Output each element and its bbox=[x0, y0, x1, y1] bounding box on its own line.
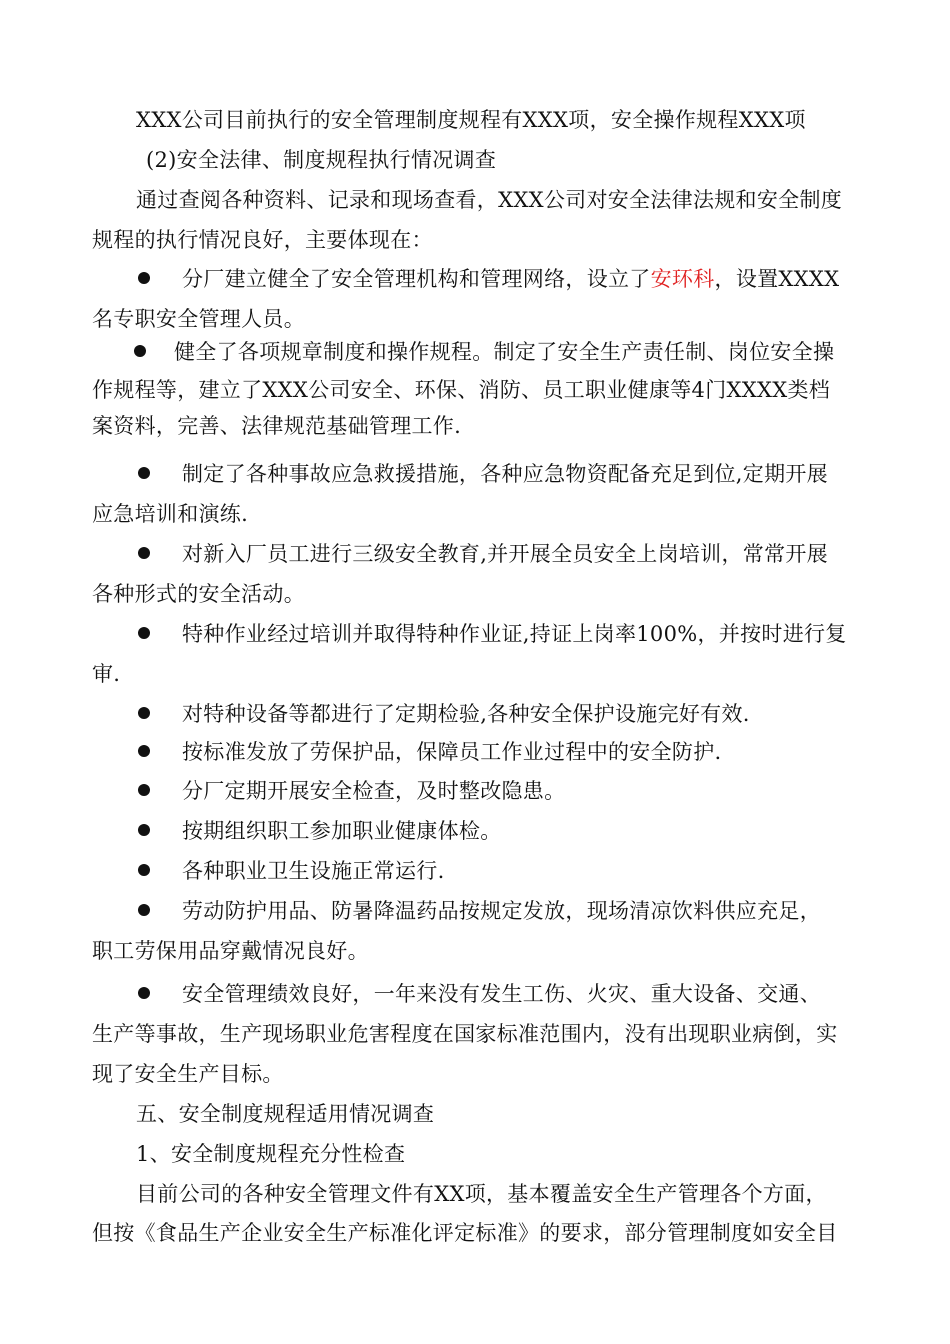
bullet-6-line-1: 对特种设备等都进行了定期检验,各种安全保护设施完好有效. bbox=[182, 702, 750, 726]
bullet-1-line-2: 名专职安全管理人员。 bbox=[92, 307, 305, 331]
bullet-4-line-1: 对新入厂员工进行三级安全教育,并开展全员安全上岗培训，常常开展 bbox=[182, 542, 828, 566]
bullet-icon bbox=[134, 345, 146, 357]
bullet-icon bbox=[138, 784, 150, 796]
section-heading-law-execution: (2)安全法律、制度规程执行情况调查 bbox=[146, 148, 497, 172]
bullet-2-line-3: 案资料，完善、法律规范基础管理工作. bbox=[92, 414, 462, 438]
bullet-11-line-2: 职工劳保用品穿戴情况良好。 bbox=[92, 939, 369, 963]
bullet-12-line-1: 安全管理绩效良好，一年来没有发生工伤、火灾、重大设备、交通、 bbox=[182, 982, 821, 1006]
bullet-9-line-1: 按期组织职工参加职业健康体检。 bbox=[182, 819, 502, 843]
bullet-1-text-b: ，设置XXXX bbox=[714, 267, 840, 291]
subsection-heading-1: 1、安全制度规程充分性检查 bbox=[136, 1142, 406, 1166]
bullet-3-line-2: 应急培训和演练. bbox=[92, 502, 249, 526]
bullet-icon bbox=[138, 547, 150, 559]
paragraph-documents-line-1: 目前公司的各种安全管理文件有XX项，基本覆盖安全生产管理各个方面， bbox=[136, 1182, 827, 1206]
bullet-5-line-1: 特种作业经过培训并取得特种作业证,持证上岗率100%，并按时进行复 bbox=[182, 622, 847, 646]
bullet-3-line-1: 制定了各种事故应急救援措施，各种应急物资配备充足到位,定期开展 bbox=[182, 462, 828, 486]
bullet-2-line-2: 作规程等，建立了XXX公司安全、环保、消防、员工职业健康等4门XXXX类档 bbox=[92, 378, 831, 402]
paragraph-survey-line-2: 规程的执行情况良好，主要体现在： bbox=[92, 228, 433, 252]
bullet-4-line-2: 各种形式的安全活动。 bbox=[92, 582, 305, 606]
paragraph-documents-line-2: 但按《食品生产企业安全生产标准化评定标准》的要求，部分管理制度如安全目 bbox=[92, 1221, 838, 1245]
bullet-icon bbox=[138, 745, 150, 757]
paragraph-regulation-count: XXX公司目前执行的安全管理制度规程有XXX项，安全操作规程XXX项 bbox=[136, 108, 806, 132]
bullet-1-text-a: 分厂建立健全了安全管理机构和管理网络，设立了 bbox=[182, 267, 651, 291]
bullet-2-line-1: 健全了各项规章制度和操作规程。制定了安全生产责任制、岗位安全操 bbox=[174, 340, 835, 364]
bullet-7-line-1: 按标准发放了劳保护品，保障员工作业过程中的安全防护. bbox=[182, 740, 722, 764]
bullet-10-line-1: 各种职业卫生设施正常运行. bbox=[182, 859, 445, 883]
bullet-icon bbox=[138, 272, 150, 284]
paragraph-survey-line-1: 通过查阅各种资料、记录和现场查看，XXX公司对安全法律法规和安全制度 bbox=[136, 188, 843, 212]
bullet-icon bbox=[138, 987, 150, 999]
bullet-icon bbox=[138, 904, 150, 916]
bullet-12-line-3: 现了安全生产目标。 bbox=[92, 1062, 284, 1086]
bullet-5-line-2: 审. bbox=[92, 662, 121, 686]
bullet-11-line-1: 劳动防护用品、防暑降温药品按规定发放，现场清凉饮料供应充足， bbox=[182, 899, 821, 923]
bullet-icon bbox=[138, 864, 150, 876]
bullet-icon bbox=[138, 707, 150, 719]
bullet-12-line-2: 生产等事故，生产现场职业危害程度在国家标准范围内，没有出现职业病倒，实 bbox=[92, 1022, 838, 1046]
bullet-icon bbox=[138, 467, 150, 479]
highlighted-term: 安环科 bbox=[650, 267, 715, 291]
section-heading-five: 五、安全制度规程适用情况调查 bbox=[136, 1102, 435, 1126]
bullet-8-line-1: 分厂定期开展安全检查，及时整改隐患。 bbox=[182, 779, 566, 803]
bullet-1-line-1 bbox=[182, 265, 839, 293]
bullet-icon bbox=[138, 627, 150, 639]
bullet-icon bbox=[138, 824, 150, 836]
